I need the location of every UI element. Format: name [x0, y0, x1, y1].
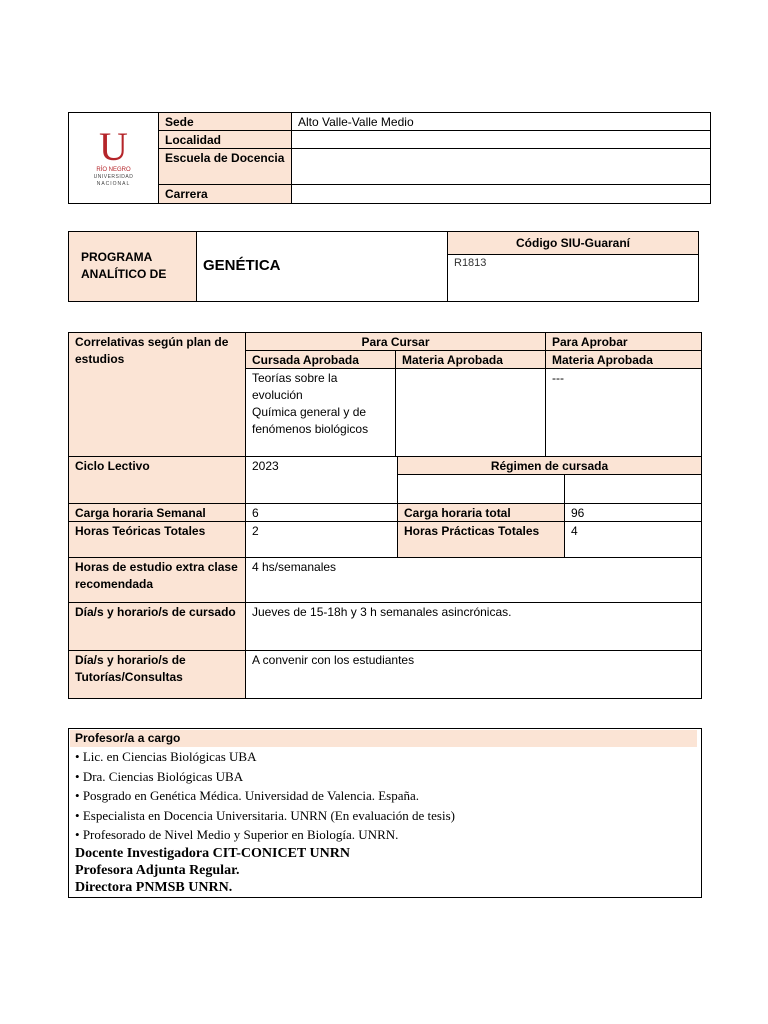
codigo-label: Código SIU-Guaraní [447, 231, 699, 255]
materia-aprobada-header-2: Materia Aprobada [545, 350, 702, 369]
escuela-value [291, 148, 711, 185]
localidad-value [291, 130, 711, 149]
codigo-value: R1813 [447, 254, 699, 302]
teoricas-label: Horas Teóricas Totales [68, 521, 246, 558]
practicas-value: 4 [564, 521, 702, 558]
profesor-item: • Posgrado en Genética Médica. Universidad de Valencia. España. [75, 788, 420, 803]
sede-value: Alto Valle-Valle Medio [291, 112, 711, 131]
para-aprobar-header: Para Aprobar [545, 332, 702, 351]
carga-total-value: 96 [564, 503, 702, 522]
tutorias-label: Día/s y horario/s de Tutorías/Consultas [68, 650, 246, 699]
horario-label: Día/s y horario/s de cursado [68, 602, 246, 651]
university-logo [68, 112, 159, 204]
profesor-role: Profesora Adjunta Regular. [75, 862, 240, 878]
logo-text-2: UNIVERSIDAD [93, 174, 134, 180]
profesor-role: Docente Investigadora CIT-CONICET UNRN [75, 845, 350, 861]
escuela-label: Escuela de Docencia [158, 148, 292, 185]
materia-aprobada-header-1: Materia Aprobada [395, 350, 546, 369]
logo-mark: U [99, 124, 128, 169]
aprobar-value: --- [545, 368, 702, 457]
regimen-value-left [397, 474, 565, 504]
teoricas-value: 2 [245, 521, 398, 558]
regimen-value-right [564, 474, 702, 504]
horario-value: Jueves de 15-18h y 3 h semanales asincrónicas. [245, 602, 702, 651]
profesor-item-text: Especialista en Docencia Universitaria. UNRN (En evaluación de tesis) [82, 807, 455, 823]
programa-label: PROGRAMA ANALÍTICO DE [68, 231, 197, 302]
profesor-list [69, 747, 701, 845]
tutorias-value: A convenir con los estudiantes [245, 650, 702, 699]
carga-total-label: Carga horaria total [397, 503, 565, 522]
logo-text-3: NACIONAL [96, 181, 131, 187]
profesor-role: Directora PNMSB UNRN. [75, 879, 233, 895]
carga-semanal-value: 6 [245, 503, 398, 522]
correlativas-label: Correlativas según plan de estudios [68, 332, 246, 457]
profesor-item-text: Profesorado de Nivel Medio y Superior en Biología. UNRN. [82, 827, 399, 842]
cursada-aprobada-header: Cursada Aprobada [245, 350, 396, 369]
extra-value: 4 hs/semanales [245, 557, 702, 603]
cursada-value-1: Teorías sobre la evolución [252, 371, 338, 402]
subject-title: GENÉTICA [196, 231, 448, 302]
para-cursar-header: Para Cursar [245, 332, 546, 351]
profesor-item: • Profesorado de Nivel Medio y Superior en Biología. UNRN. [75, 827, 399, 842]
cursada-aprobada-cell [245, 368, 396, 457]
profesor-item-text: Dra. Ciencias Biológicas UBA [82, 768, 244, 784]
profesor-label: Profesor/a a cargo [70, 730, 697, 747]
extra-label: Horas de estudio extra clase recomendada [68, 557, 246, 603]
profesor-box [68, 728, 702, 898]
profesor-item: • Lic. en Ciencias Biológicas UBA [75, 749, 257, 764]
profesor-item: • Dra. Ciencias Biológicas UBA [75, 768, 244, 784]
profesor-item-text: Lic. en Ciencias Biológicas UBA [82, 749, 257, 764]
profesor-item: • Especialista en Docencia Universitaria. UNRN (En evaluación de tesis) [75, 807, 455, 823]
carrera-label: Carrera [158, 184, 292, 204]
sede-label: Sede [158, 112, 292, 131]
logo-text-1: RÍO NEGRO [96, 167, 131, 173]
cursada-value-2: Química general y de fenómenos biológicos [252, 405, 369, 436]
materia-aprobada-cell [395, 368, 546, 457]
regimen-label: Régimen de cursada [397, 456, 702, 475]
practicas-label: Horas Prácticas Totales [397, 521, 565, 558]
localidad-label: Localidad [158, 130, 292, 149]
ciclo-value: 2023 [245, 456, 398, 504]
profesor-roles [69, 845, 701, 896]
carrera-value [291, 184, 711, 204]
profesor-item-text: Posgrado en Genética Médica. Universidad de Valencia. España. [82, 788, 420, 803]
carga-semanal-label: Carga horaria Semanal [68, 503, 246, 522]
ciclo-label: Ciclo Lectivo [68, 456, 246, 504]
